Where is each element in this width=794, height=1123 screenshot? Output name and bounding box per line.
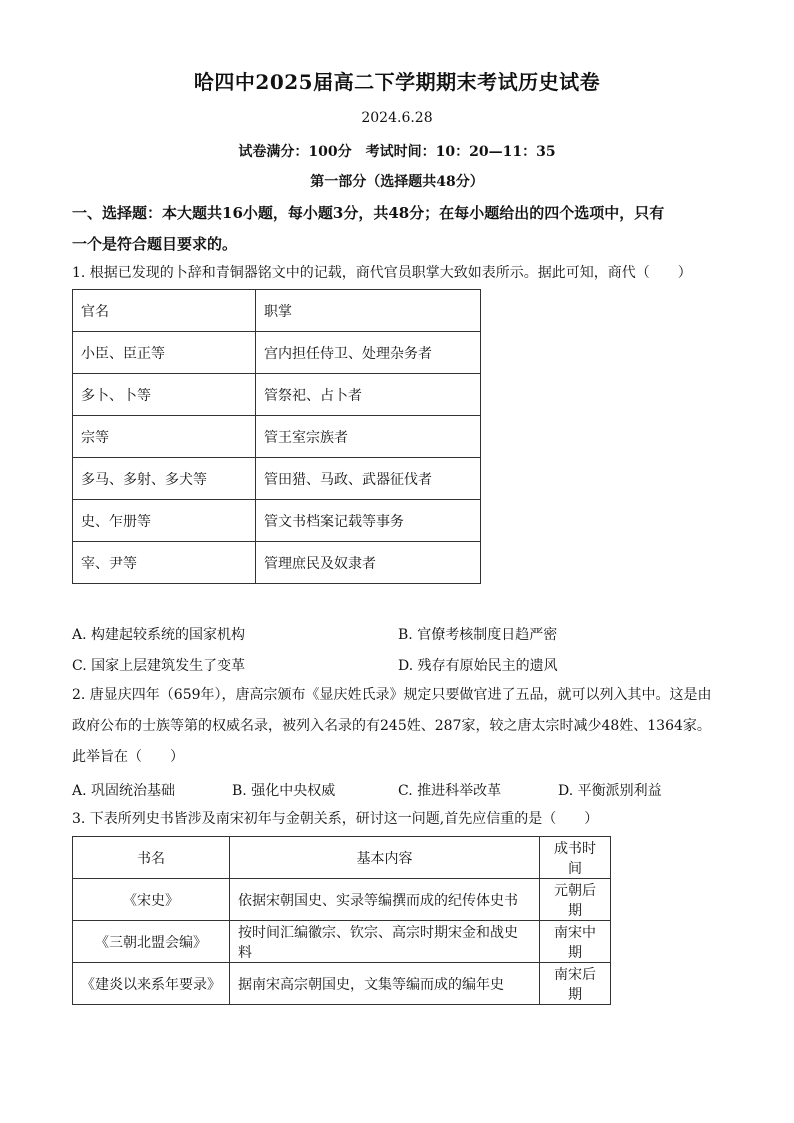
table-header-cell: 职掌 [256, 290, 481, 332]
table-cell: 多卜、卜等 [73, 374, 256, 416]
table-cell: 宰、尹等 [73, 542, 256, 584]
table-row [73, 542, 481, 584]
section-instruction-line2: 一个是符合题目要求的。 [72, 235, 238, 253]
section-instruction-line1: 一、选择题：本大题共16小题，每小题3分，共48分；在每小题给出的四个选项中，只有 [72, 204, 665, 222]
table-cell: 管文书档案记载等事务 [256, 500, 481, 542]
question-2-option-b: B. 强化中央权威 [232, 783, 336, 799]
table-row [73, 374, 481, 416]
table-header-row [73, 837, 611, 879]
table-row [73, 879, 611, 921]
table-cell: 管王室宗族者 [256, 416, 481, 458]
table-header-cell: 官名 [73, 290, 256, 332]
table-header-row [73, 290, 481, 332]
table-cell: 宫内担任侍卫、处理杂务者 [256, 332, 481, 374]
table-cell: 管祭祀、占卜者 [256, 374, 481, 416]
table-cell: 管田猎、马政、武器征伐者 [256, 458, 481, 500]
table-cell: 史、乍册等 [73, 500, 256, 542]
question-2-line1: 2. 唐显庆四年（659年），唐高宗颁布《显庆姓氏录》规定只要做官进了五品，就可以列入其中。这是由 [72, 687, 712, 703]
question-2-line2: 政府公布的士族等第的权威名录，被列入名录的有245姓、287家，较之唐太宗时减少48姓、1364家。 [72, 718, 711, 734]
table-cell: 多马、多射、多犬等 [73, 458, 256, 500]
question-1-table [72, 289, 481, 584]
table-cell: 依据宋朝国史、实录等编撰而成的纪传体史书 [230, 879, 540, 921]
question-1-option-d: D. 残存有原始民主的遗风 [398, 658, 558, 674]
table-header-cell: 基本内容 [230, 837, 540, 879]
table-cell: 南宋后期 [540, 963, 611, 1005]
table-cell: 《建炎以来系年要录》 [73, 963, 230, 1005]
table-cell: 小臣、臣正等 [73, 332, 256, 374]
question-1-option-b: B. 官僚考核制度日趋严密 [398, 627, 558, 643]
table-row [73, 332, 481, 374]
table-cell: 宗等 [73, 416, 256, 458]
table-row [73, 921, 611, 963]
question-2-option-c: C. 推进科举改革 [398, 783, 502, 799]
question-2-option-a: A. 巩固统治基础 [72, 783, 176, 799]
table-cell: 按时间汇编徽宗、钦宗、高宗时期宋金和战史料 [230, 921, 540, 963]
table-cell: 《宋史》 [73, 879, 230, 921]
table-row [73, 963, 611, 1005]
table-row [73, 416, 481, 458]
table-header-cell: 书名 [73, 837, 230, 879]
question-1-option-c: C. 国家上层建筑发生了变革 [72, 658, 246, 674]
exam-title: 哈四中2025届高二下学期期末考试历史试卷 [193, 70, 601, 94]
table-cell: 管理庶民及奴隶者 [256, 542, 481, 584]
table-row [73, 458, 481, 500]
table-cell: 《三朝北盟会编》 [73, 921, 230, 963]
table-row [73, 500, 481, 542]
table-cell: 南宋中期 [540, 921, 611, 963]
exam-date: 2024.6.28 [361, 110, 433, 126]
question-2-line3: 此举旨在（ ） [72, 749, 184, 765]
table-cell: 元朝后期 [540, 879, 611, 921]
table-header-cell: 成书时间 [540, 837, 611, 879]
table-cell: 据南宋高宗朝国史，文集等编而成的编年史 [230, 963, 540, 1005]
part-heading: 第一部分（选择题共48分） [310, 174, 484, 190]
question-3-table [72, 836, 611, 1005]
question-2-option-d: D. 平衡派别利益 [558, 783, 662, 799]
question-1-option-a: A. 构建起较系统的国家机构 [72, 627, 246, 643]
question-3-stem: 3. 下表所列史书皆涉及南宋初年与金朝关系，研讨这一问题,首先应信重的是（ ） [72, 811, 599, 827]
exam-meta: 试卷满分：100分 考试时间：10：20—11：35 [238, 144, 556, 160]
question-1-stem: 1. 根据已发现的卜辞和青铜器铭文中的记载，商代官员职掌大致如表所示。据此可知，商代（ ） [72, 265, 692, 281]
